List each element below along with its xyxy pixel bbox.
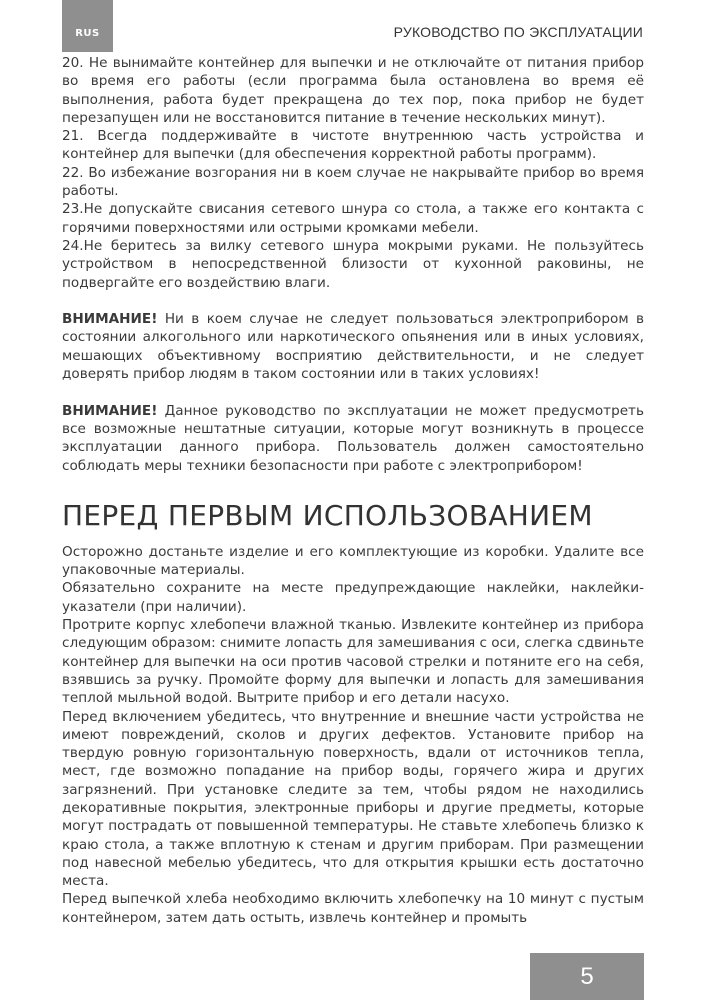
warning-label: ВНИМАНИЕ! bbox=[62, 402, 158, 419]
first-use-instructions bbox=[62, 543, 644, 927]
warning-paragraph-1 bbox=[62, 310, 644, 383]
language-tab: RUS bbox=[62, 0, 113, 52]
page-number: 5 bbox=[530, 953, 644, 1000]
warning-text: Данное руководство по эксплуатации не может предусмотреть все возможные нештатные ситуации, которые могут возникнуть в процессе эксплуатации данного прибора. Пользователь должен самостоятельно соблюдать меры техники безопасности при работе с электроприбором! bbox=[62, 402, 644, 474]
first-use-paragraph: Протрите корпус хлебопечи влажной тканью. Извлеките контейнер из прибора следующим образом: снимите лопасть для замешивания с оси, слегка сдвиньте контейнер для выпечки на оси против часовой стрелки и потяните его на себя, взявшись за ручку. Промойте форму для выпечки и лопасть для замешивания теплой мыльной водой. Вытрите прибор и его детали насухо. bbox=[62, 617, 644, 707]
warning-text: Ни в коем случае не следует пользоваться электроприбором в состоянии алкогольного или наркотического опьянения или в иных условиях, мешающих объективному восприятию действительности, и не следует доверять прибор людям в таком состоянии или в таких условиях! bbox=[62, 311, 644, 383]
first-use-paragraph: Перед выпечкой хлеба необходимо включить хлебопечку на 10 минут с пустым контейнером, затем дать остыть, извлечь контейнер и промыть bbox=[62, 891, 644, 926]
section-heading: ПЕРЕД ПЕРВЫМ ИСПОЛЬЗОВАНИЕМ bbox=[62, 498, 593, 532]
manual-header-title: РУКОВОДСТВО ПО ЭКСПЛУАТАЦИИ bbox=[393, 24, 643, 40]
first-use-paragraph: Осторожно достаньте изделие и его комплектующие из коробки. Удалите все упаковочные материалы. bbox=[62, 543, 644, 579]
safety-item-22: 22. Во избежание возгорания ни в коем случае не накрывайте прибор во время работы. bbox=[62, 164, 644, 200]
safety-item-23: 23.Не допускайте свисания сетевого шнура со стола, а также его контакта с горячими поверхностями или острыми кромками мебели. bbox=[62, 201, 644, 236]
safety-item-21: 21. Всегда поддерживайте в чистоте внутреннюю часть устройства и контейнер для выпечки (для обеспечения корректной работы программ). bbox=[62, 128, 644, 163]
safety-instructions-list bbox=[62, 54, 644, 292]
safety-item-24: 24.Не беритесь за вилку сетевого шнура мокрыми руками. Не пользуйтесь устройством в непосредственной близости от кухонной раковины, не подвергайте его воздействию влаги. bbox=[62, 237, 644, 291]
warning-paragraph-2 bbox=[62, 402, 644, 475]
warning-label: ВНИМАНИЕ! bbox=[62, 311, 158, 328]
page-content bbox=[62, 54, 644, 927]
first-use-paragraph: Обязательно сохраните на месте предупреждающие наклейки, наклейки-указатели (при наличии). bbox=[62, 580, 644, 615]
safety-item-20: 20. Не вынимайте контейнер для выпечки и не отключайте от питания прибор во время его работы (если программа была остановлена во время её выполнения, работа будет прекращена до тех пор, пока прибор не будет перезапущен или не восстановится питание в течение нескольких минут). bbox=[62, 55, 644, 126]
first-use-paragraph: Перед включением убедитесь, что внутренние и внешние части устройства не имеют повреждений, сколов и других дефектов. Установите прибор на твердую ровную горизонтальную поверхность, вдали от источников тепла, мест, где возможно попадание на прибор воды, горячего жира и других загрязнений. При установке следите за тем, чтобы рядом не находились декоративные покрытия, электронные приборы и другие предметы, которые могут пострадать от повышенной температуры. Не ставьте хлебопечь близко к краю стола, а также вплотную к стенам и другим приборам. При размещении под навесной мебелью убедитесь, что для открытия крышки есть достаточно места. bbox=[62, 708, 644, 890]
